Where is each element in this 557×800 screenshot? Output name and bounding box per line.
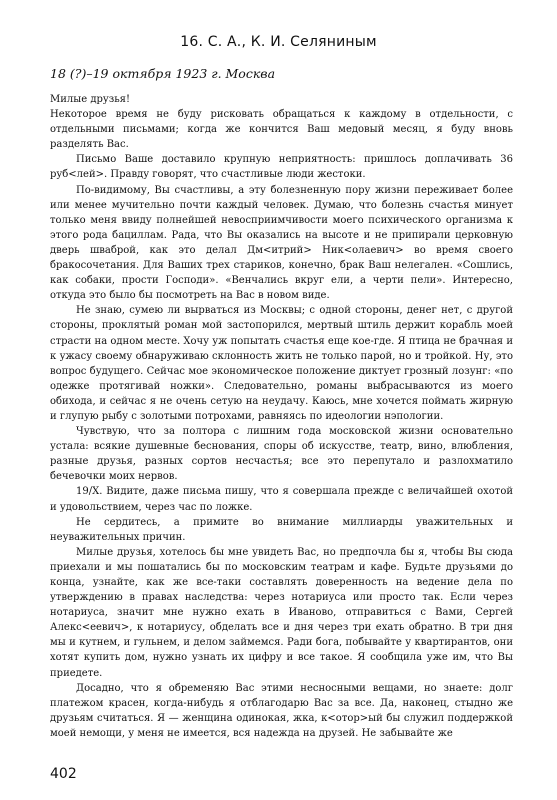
paragraph: Милые друзья, хотелось бы мне увидеть Вас, но предпочла бы я, чтобы Вы сюда приехали и мы пошатались бы по московским театрам и кафе. Будьте друзьями до конца, узнайте, как же все-таки составлять доверенность на ведение дела по утверждению в правах наследства: через нотариуса или просто так. Если через нотариуса, значит мне нужно ехать в Иваново, отправиться с Вами, Сергей Алекс<еевич>, к нотариусу, обделать все и дня через три ехать обратно. В три дня мы и кутнем, и гульнем, и делом займемся. Ради бога, побывайте у квартирантов, они хотят купить дом, нужно узнать их цифру и все такое. Я сообщила уже им, что Вы приедете. [50, 546, 513, 679]
letter-heading: 16. С. А., К. И. Селяниным [180, 34, 377, 50]
letter-body [50, 92, 513, 741]
letter-dateline: 18 (?)–19 октября 1923 г. Москва [50, 66, 276, 81]
paragraph: По-видимому, Вы счастливы, а эту болезненную пору жизни переживает более или менее мучительно почти каждый человек. Думаю, что болезнь счастья минует только меня ввиду полнейшей невосприимчивости моего психического организма к этого рода бациллам. Рада, что Вы оказались на высоте и не припирали церковную дверь шваброй, как это делал Дм<итрий> Ник<олаевич> во время своего бракосочетания. Для Ваших трех стариков, конечно, брак Ваш нелегален. «Сошлись, как собаки, прости Господи». «Венчались вкруг ели, а черти пели». Интересно, откуда это было бы посмотреть на Вас в новом виде. [50, 184, 513, 302]
paragraph: Чувствую, что за полтора с лишним года московской жизни основательно устала: всякие душевные беснования, споры об искусстве, театр, вино, влюбления, разные друзья, разных сортов несчастья; все это перепутало и разлохматило бечевочки моих нервов. [50, 426, 513, 483]
paragraph: Некоторое время не буду рисковать обращаться к каждому в отдельности, с отдельными письмами; когда же кончится Ваш медовый месяц, я буду вновь разделять Вас. [50, 109, 513, 151]
paragraph: Письмо Ваше доставило крупную неприятность: пришлось доплачивать 36 руб<лей>. Правду говорят, что счастливые люди жестоки. [50, 154, 513, 181]
page-number: 402 [50, 766, 77, 782]
paragraph: Не знаю, сумею ли вырваться из Москвы; с одной стороны, денег нет, с другой стороны, проклятый роман мой застопорился, мертвый штиль держит корабль моей страсти на одном месте. Хочу уж попытать счастья еще кое-где. Я птица не брачная и к ужасу своему обнаруживаю склонность жить не только парой, но и тройкой. Ну, это вопрос будущего. Сейчас мое экономическое положение диктует грозный лозунг: «по одежке протягивай ножки». Следовательно, романы выбрасываются из моего обихода, и сейчас я не очень сетую на неудачу. Каюсь, мне хочется поймать жирную и глупую рыбу с золотыми потрохами, равняясь по идеологии нэпологии. [50, 305, 513, 422]
paragraph: Досадно, что я обременяю Вас этими несносными вещами, но знаете: долг платежом красен, когда-нибудь я отблагодарю Вас за все. Да, наконец, стыдно же друзьям считаться. Я — женщина одинокая, жка, к<отор>ый бы служил поддержкой моей немощи, у меня не имеется, вся надежда на друзей. Не забывайте же [50, 682, 513, 739]
paragraph: Не сердитесь, а примите во внимание миллиарды уважительных и неуважительных причин. [50, 516, 513, 543]
paragraph: 19/X. Видите, даже письма пишу, что я совершала прежде с величайшей охотой и удовольствием, через час по ложке. [50, 486, 513, 513]
salutation: Милые друзья! [50, 94, 130, 105]
